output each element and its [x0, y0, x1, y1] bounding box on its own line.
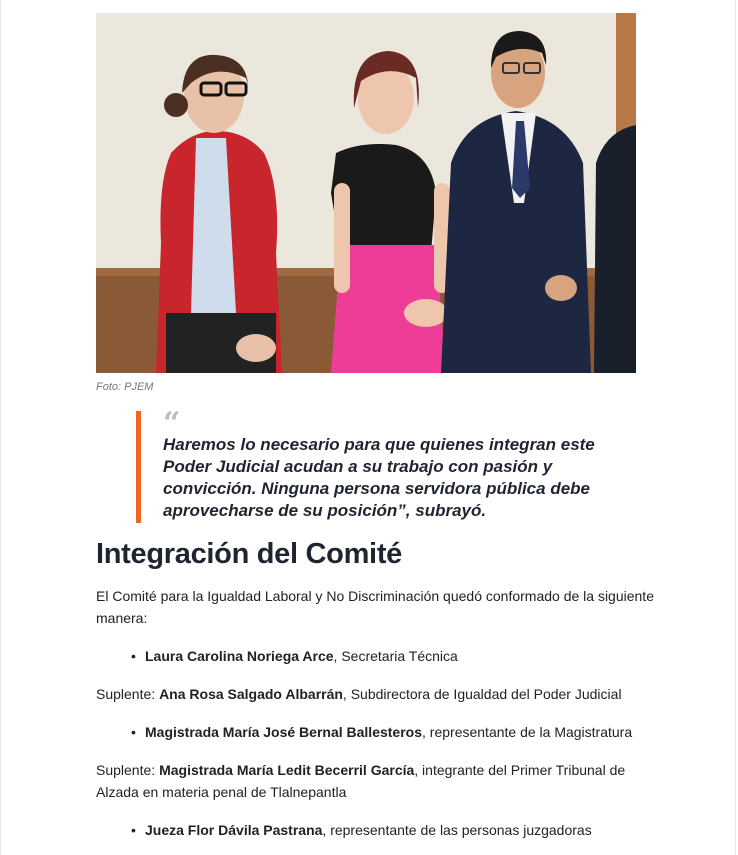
bullet-icon: • — [131, 648, 136, 664]
intro-paragraph: El Comité para la Igualdad Laboral y No Discriminación quedó conformado de la siguiente manera: — [96, 588, 654, 626]
section-heading: Integración del Comité — [96, 538, 402, 570]
member-role: , Secretaria Técnica — [333, 648, 458, 664]
member-name: Jueza Flor Dávila Pastrana — [145, 822, 323, 838]
alternate-paragraph — [96, 759, 656, 803]
article-photo — [96, 13, 636, 373]
alternate-prefix: Suplente: — [96, 686, 160, 702]
list-item — [131, 645, 458, 667]
photo-illustration — [96, 13, 636, 373]
member-name: Laura Carolina Noriega Arce — [145, 648, 334, 664]
member-name: Magistrada María José Bernal Ballesteros — [145, 724, 423, 740]
member-role: , representante de la Magistratura — [422, 724, 633, 740]
bullet-icon: • — [131, 822, 136, 838]
photo-caption: Foto: PJEM — [96, 381, 154, 393]
list-item — [131, 721, 632, 743]
alternate-prefix: Suplente: — [96, 762, 160, 778]
list-item — [131, 819, 592, 841]
quote-icon: “ — [163, 406, 181, 441]
member-role: , representante de las personas juzgadoras — [322, 822, 592, 838]
blockquote — [136, 406, 606, 523]
member-role: , integrante del Primer Tribunal de Alzada en materia penal de Tlalnepantla — [96, 762, 626, 800]
alternate-paragraph — [96, 683, 656, 705]
member-name: Ana Rosa Salgado Albarrán — [159, 686, 343, 702]
bullet-icon: • — [131, 724, 136, 740]
member-role: , Subdirectora de Igualdad del Poder Judicial — [342, 686, 622, 702]
member-name: Magistrada María Ledit Becerril García — [159, 762, 415, 778]
quote-text: Haremos lo necesario para que quienes integran este Poder Judicial acudan a su trabajo con pasión y convicción. Ninguna persona servidora pública debe aprovecharse de su posición”, subrayó. — [163, 435, 595, 520]
